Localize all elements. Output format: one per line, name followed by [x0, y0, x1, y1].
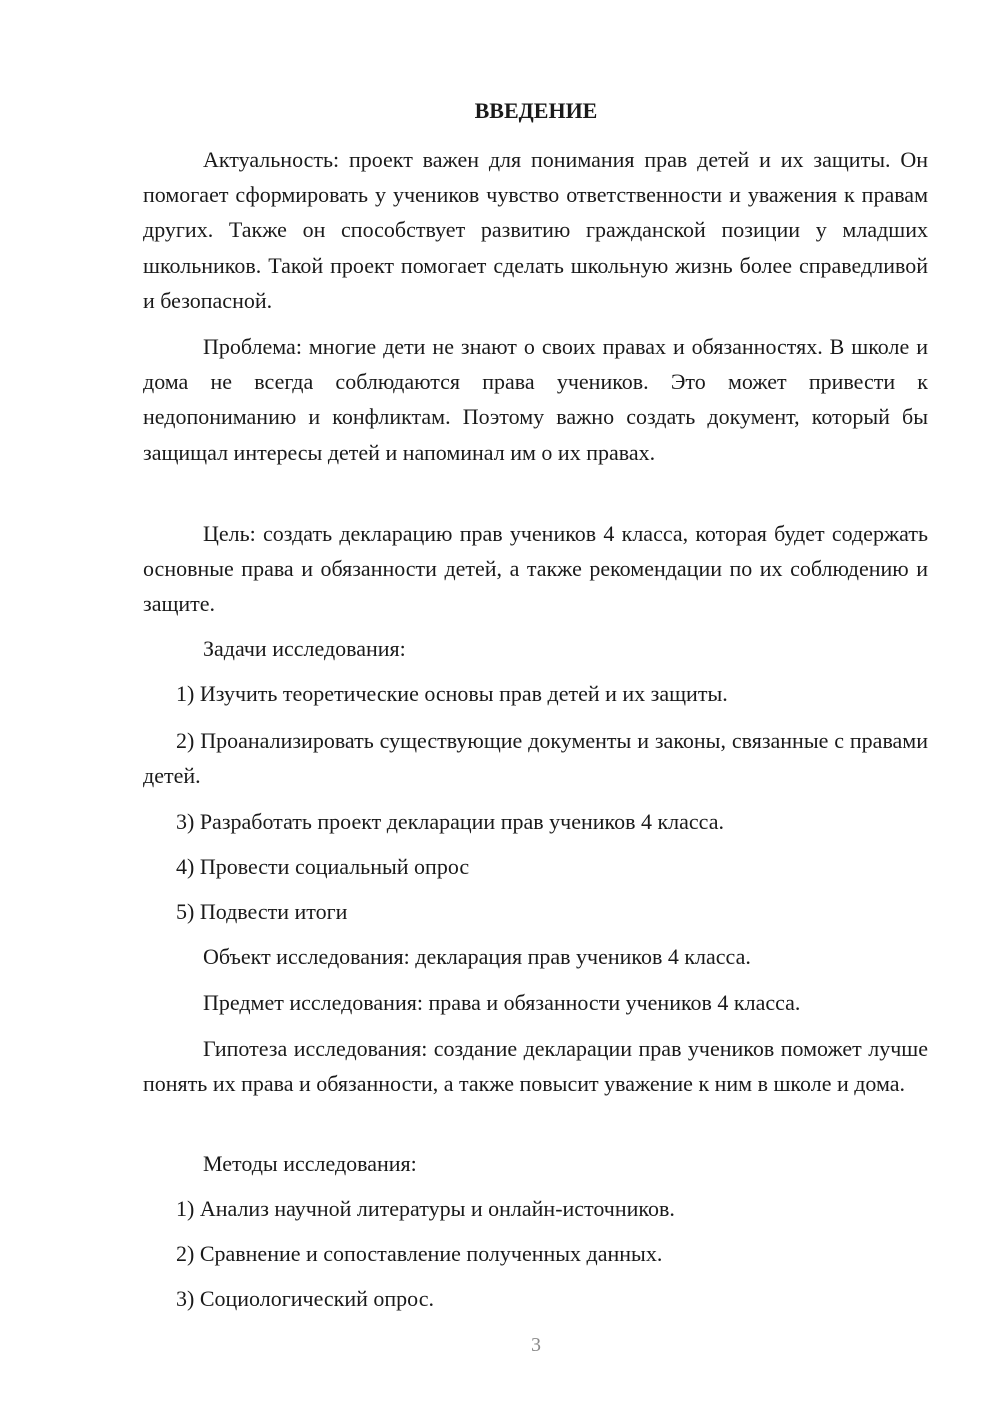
- subject-paragraph: Предмет исследования: права и обязанности учеников 4 класса.: [203, 990, 801, 1015]
- tasks-heading: Задачи исследования:: [203, 636, 406, 661]
- method-item-2: 2) Сравнение и сопоставление полученных данных.: [176, 1241, 663, 1266]
- relevance-paragraph: Актуальность: проект важен для понимания прав детей и их защиты. Он помогает сформировать у учеников чувство ответственности и уважения к правам других. Также он способствует развитию гражданской позиции у младших школьников. Такой проект помогает сделать школьную жизнь более справедливой и безопасной.: [143, 147, 928, 313]
- task-item-5: 5) Подвести итоги: [176, 899, 348, 924]
- task-item-3: 3) Разработать проект декларации прав учеников 4 класса.: [176, 809, 724, 834]
- task-item-2: 2) Проанализировать существующие документы и законы, связанные с правами детей.: [143, 728, 928, 789]
- page-number: 3: [531, 1334, 541, 1356]
- method-item-1: 1) Анализ научной литературы и онлайн-источников.: [176, 1196, 675, 1221]
- method-item-3: 3) Социологический опрос.: [176, 1286, 434, 1311]
- section-title: ВВЕДЕНИЕ: [474, 98, 598, 123]
- methods-heading: Методы исследования:: [203, 1151, 417, 1176]
- task-item-1: 1) Изучить теоретические основы прав детей и их защиты.: [176, 681, 728, 706]
- hypothesis-paragraph: Гипотеза исследования: создание декларации прав учеников поможет лучше понять их права и обязанности, а также повысит уважение к ним в школе и дома.: [143, 1036, 928, 1097]
- problem-paragraph: Проблема: многие дети не знают о своих правах и обязанностях. В школе и дома не всегда соблюдаются права учеников. Это может привести к недопониманию и конфликтам. Поэтому важно создать документ, который бы защищал интересы детей и напоминал им о их правах.: [143, 334, 928, 465]
- goal-paragraph: Цель: создать декларацию прав учеников 4 класса, которая будет содержать основные права и обязанности детей, а также рекомендации по их соблюдению и защите.: [143, 521, 928, 617]
- task-item-4: 4) Провести социальный опрос: [176, 854, 470, 879]
- object-paragraph: Объект исследования: декларация прав учеников 4 класса.: [203, 944, 751, 969]
